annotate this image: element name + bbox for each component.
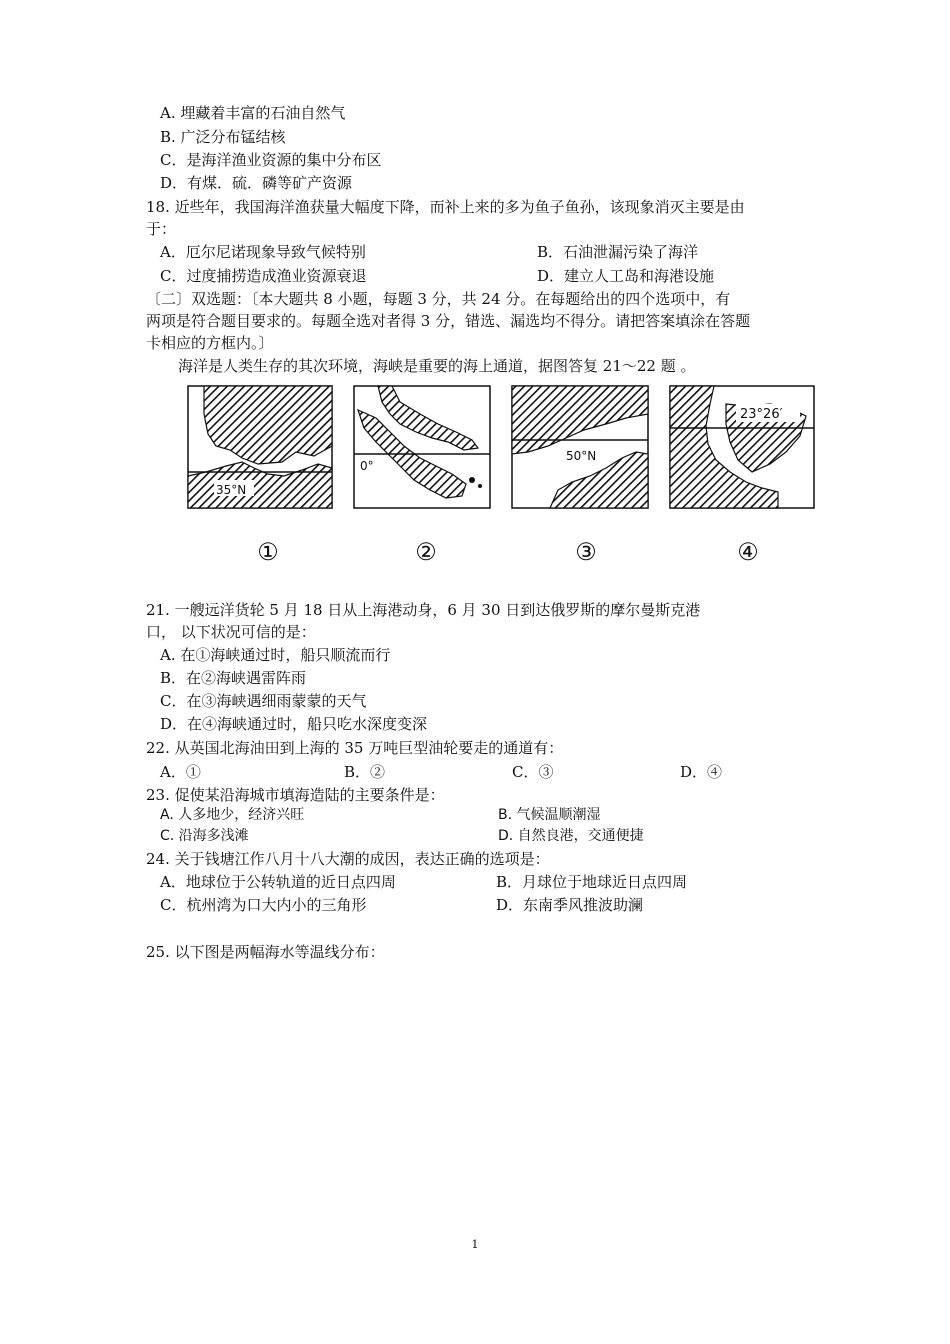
q21-option-d: D．在④海峡通过时，船只吃水深度变深 <box>160 715 428 733</box>
q22-option-a: A．① <box>160 763 201 781</box>
map-4 <box>670 386 814 508</box>
q21-option-c: C．在③海峡遇细雨蒙蒙的天气 <box>160 692 367 710</box>
map-2-number: ② <box>415 538 437 566</box>
section2-line2: 两项是符合题目要求的。每题全选对者得 3 分，错选、漏选均不得分。请把答案填涂在答题 <box>146 312 751 330</box>
map-3 <box>512 386 648 508</box>
q17-option-d: D．有煤．硫．磷等矿产资源 <box>160 174 353 192</box>
q21-option-b: B．在②海峡遇雷阵雨 <box>160 669 307 687</box>
map-4-number: ④ <box>737 538 759 566</box>
strait-maps-figure <box>186 384 816 514</box>
q21-option-a: A. 在①海峡通过时，船只顺流而行 <box>160 646 391 664</box>
q21-stem-line2: 口， 以下状况可信的是： <box>146 623 316 641</box>
q18-option-b: B．石油泄漏污染了海洋 <box>537 243 699 261</box>
page-number: 1 <box>471 1238 479 1251</box>
q23-option-c: C. 沿海多浅滩 <box>160 828 249 844</box>
q22-option-d: D．④ <box>680 763 723 781</box>
q22-stem: 22. 从英国北海油田到上海的 35 万吨巨型油轮要走的通道有： <box>146 739 564 757</box>
q17-option-b: B. 广泛分布锰结核 <box>160 128 286 146</box>
q22-option-c: C．③ <box>512 763 554 781</box>
section2-line3: 卡相应的方框内。〕 <box>146 334 274 352</box>
q24-option-a: A．地球位于公转轨道的近日点四周 <box>160 873 396 891</box>
q17-option-c: C．是海洋渔业资源的集中分布区 <box>160 151 382 169</box>
q25-stem: 25. 以下图是两幅海水等温线分布： <box>146 943 385 961</box>
map-1-label: 35°N <box>216 483 247 497</box>
q17-option-a: A. 埋藏着丰富的石油自然气 <box>160 104 346 122</box>
q23-option-b: B. 气候温顺潮湿 <box>498 807 601 823</box>
q18-option-a: A．厄尔尼诺现象导致气候特别 <box>160 243 366 261</box>
q18-stem-line2: 于： <box>146 220 177 238</box>
map-2-label: 0° <box>360 459 374 473</box>
section2-line1: 〔二〕双选题：〔本大题共 8 小题，每题 3 分，共 24 分。在每题给出的四个选项中，有 <box>146 290 731 308</box>
map-3-label: 50°N <box>566 449 597 463</box>
q18-option-d: D．建立人工岛和海港设施 <box>537 267 715 285</box>
q23-option-a: A. 人多地少，经济兴旺 <box>160 807 305 823</box>
map-1-number: ① <box>257 538 279 566</box>
maps-intro: 海洋是人类生存的其次环境，海峡是重要的海上通道，据图答复 21～22 题 。 <box>178 357 696 375</box>
q18-option-c: C．过度捕捞造成渔业资源衰退 <box>160 267 367 285</box>
q18-stem-line1: 18. 近些年，我国海洋渔获量大幅度下降，而补上来的多为鱼子鱼孙，该现象消灭主要是由 <box>146 198 745 216</box>
map-2 <box>354 386 490 508</box>
map-1 <box>188 386 332 508</box>
q24-stem: 24. 关于钱塘江作八月十八大潮的成因，表达正确的选项是： <box>146 850 550 868</box>
map-4-label: 23°26′ <box>740 407 783 422</box>
q24-option-d: D．东南季风推波助澜 <box>496 896 644 914</box>
q24-option-c: C．杭州湾为口大内小的三角形 <box>160 896 367 914</box>
q23-option-d: D. 自然良港，交通便捷 <box>498 828 644 844</box>
q24-option-b: B．月球位于地球近日点四周 <box>496 873 688 891</box>
q22-option-b: B．② <box>344 763 386 781</box>
q23-stem: 23. 促使某沿海城市填海造陆的主要条件是： <box>146 786 445 804</box>
q21-stem-line1: 21. 一艘远洋货轮 5 月 18 日从上海港动身，6 月 30 日到达俄罗斯的摩尔曼斯克港 <box>146 601 701 619</box>
map-3-number: ③ <box>575 538 597 566</box>
